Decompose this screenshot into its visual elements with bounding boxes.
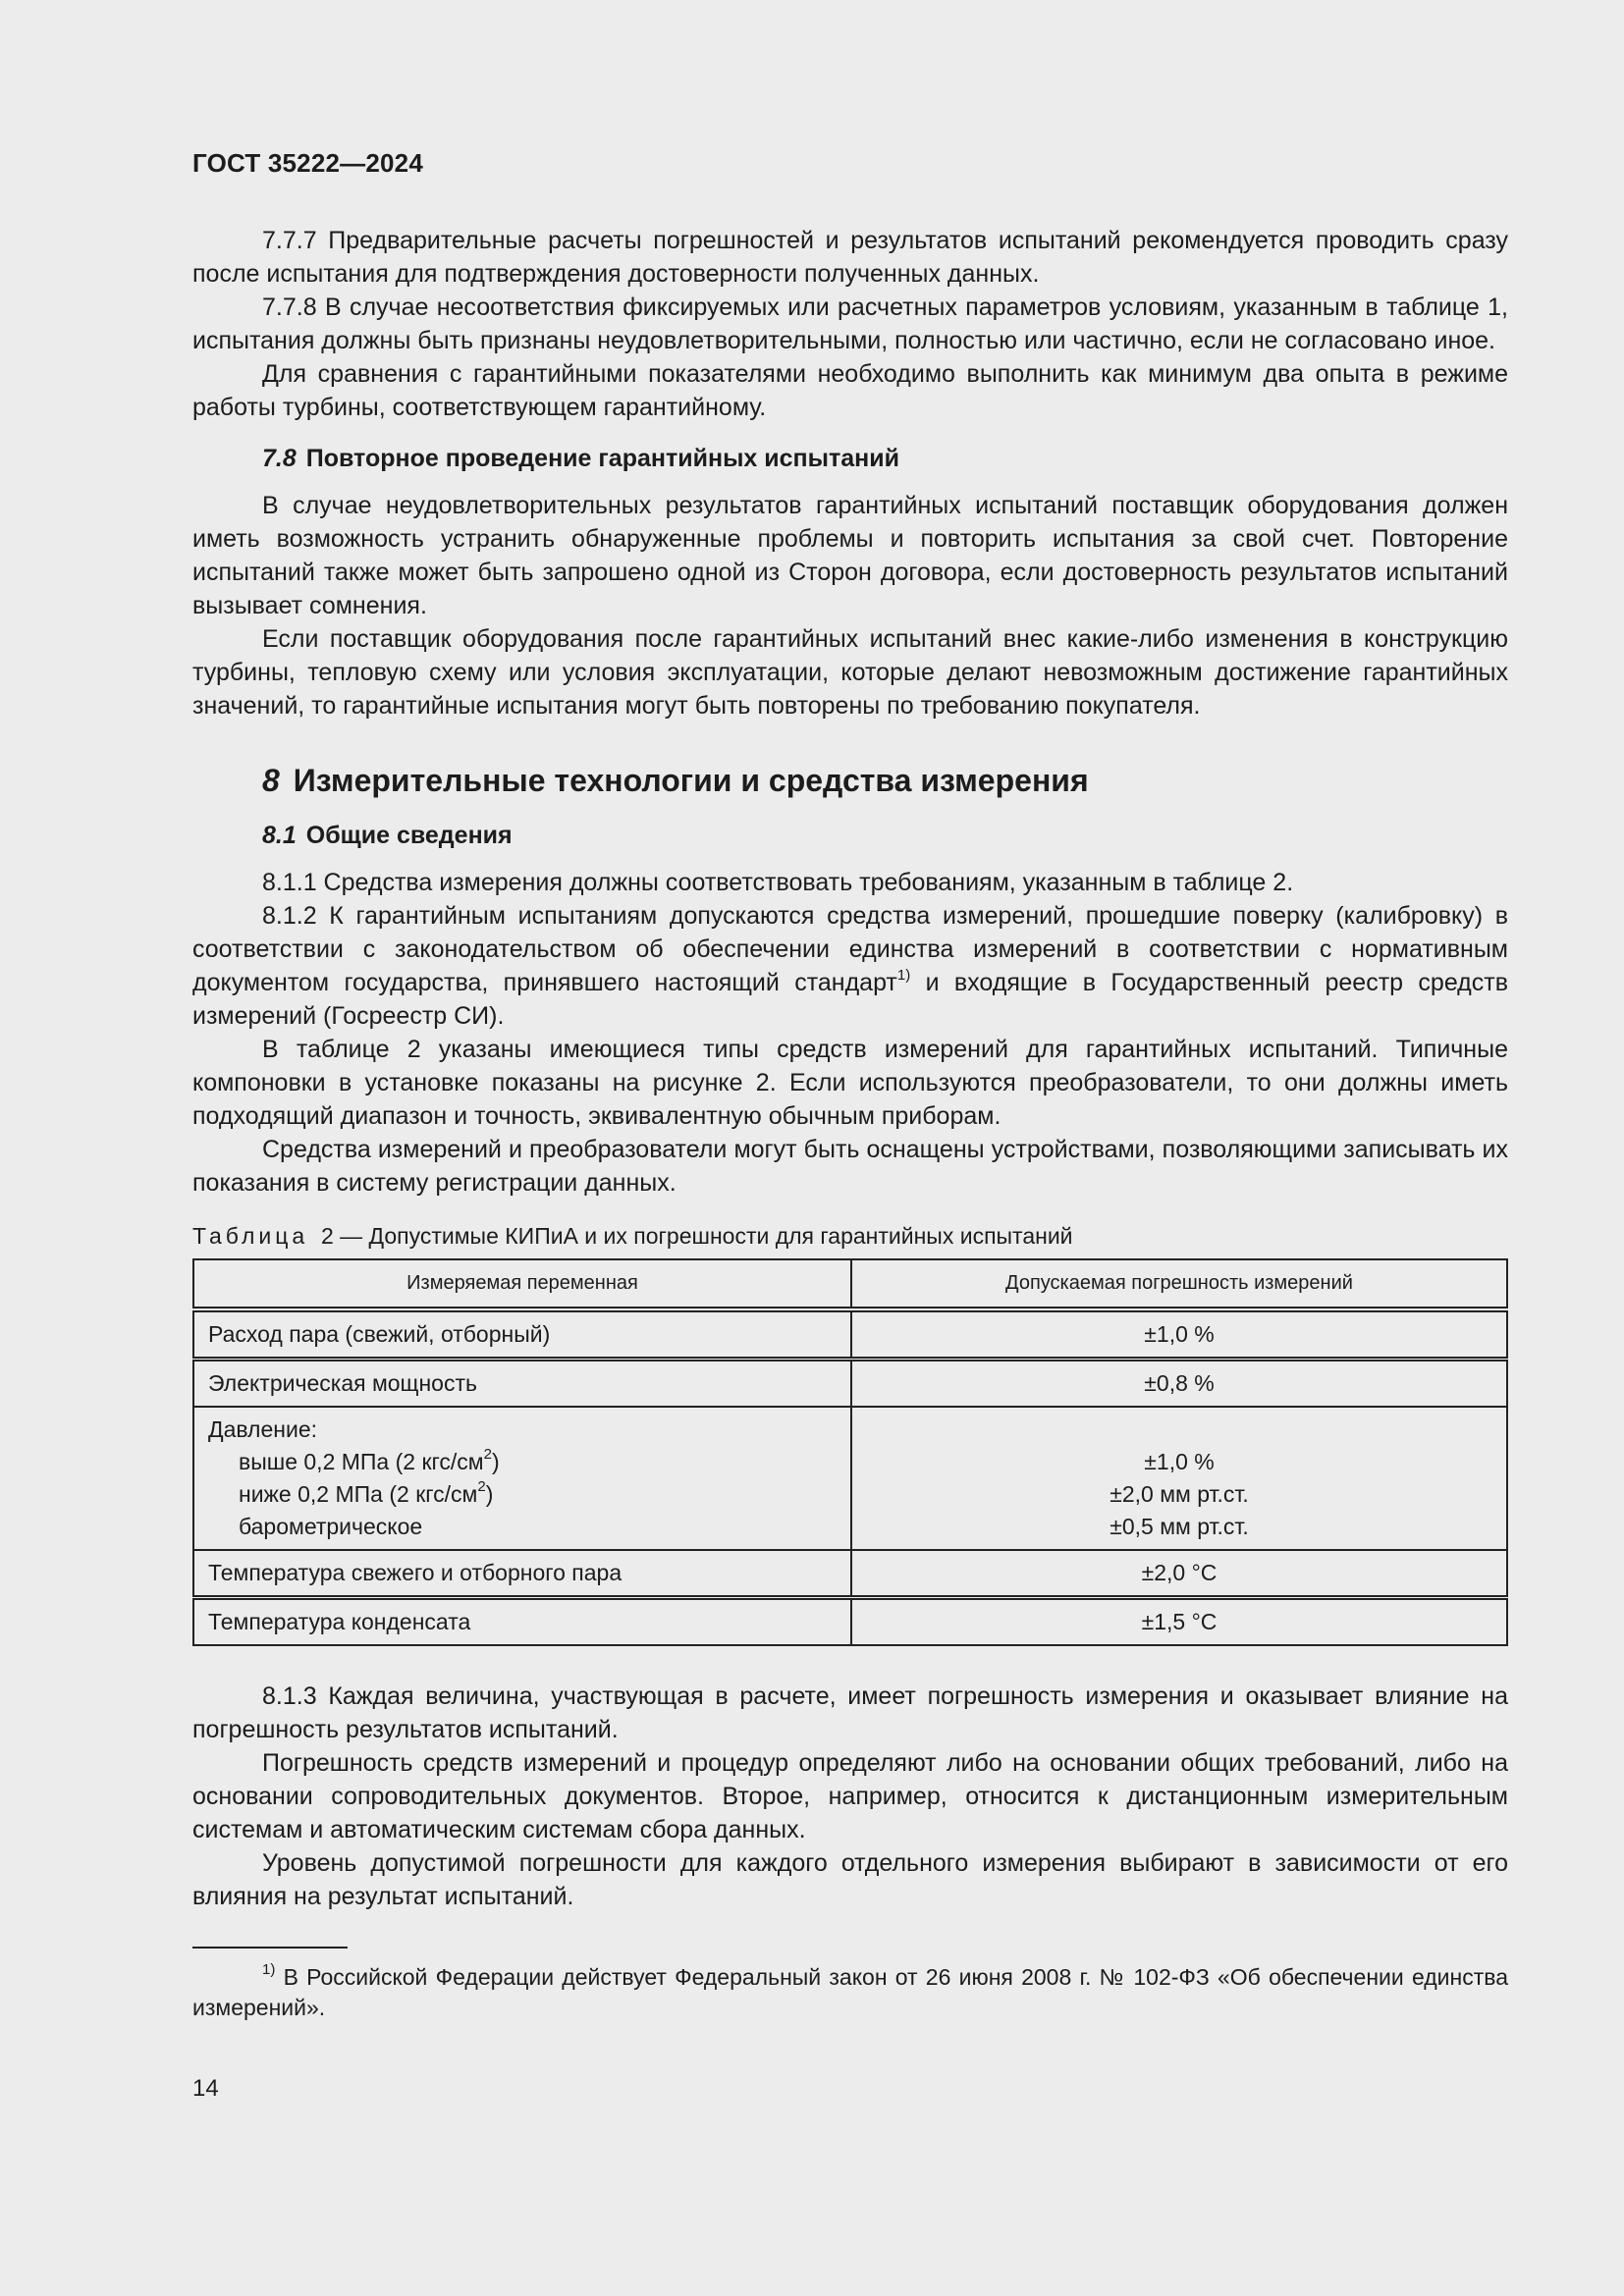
section-8-heading xyxy=(192,760,1508,801)
table-row xyxy=(193,1550,1507,1598)
superscript: 2 xyxy=(477,1478,486,1496)
cell-line xyxy=(866,1414,1492,1446)
paragraph-7-7-7: 7.7.7 Предварительные расчеты погрешностей и результатов испытаний рекомендуется проводить сразу после испытания для подтверждения достоверности полученных данных. xyxy=(192,227,1508,288)
page-content xyxy=(192,224,1508,2023)
cell-text: выше 0,2 МПа (2 кгс/см xyxy=(239,1449,484,1474)
table-cell xyxy=(851,1407,1507,1550)
paragraph-transducers: Средства измерений и преобразователи могут быть оснащены устройствами, позволяющими записывать их показания в систему регистрации данных. xyxy=(192,1136,1508,1197)
paragraph-7-7-8: 7.7.8 В случае несоответствия фиксируемых или расчетных параметров условиям, указанным в таблице 1, испытания должны быть признаны неудовлетворительными, полностью или частично, если не согласовано иное. xyxy=(192,294,1508,354)
table-row xyxy=(193,1407,1507,1550)
footnote-mark: 1) xyxy=(262,1961,276,1979)
table-cell: Температура конденсата xyxy=(193,1598,851,1646)
section-8-1-heading xyxy=(192,819,1508,852)
section-title: Повторное проведение гарантийных испытаний xyxy=(305,445,899,472)
measurement-table xyxy=(192,1258,1508,1646)
footnote xyxy=(192,1962,1508,2023)
cell-text: ) xyxy=(491,1449,500,1474)
table-cell: ±1,0 % xyxy=(851,1309,1507,1360)
paragraph-comparison: Для сравнения с гарантийными показателями необходимо выполнить как минимум два опыта в режиме работы турбины, соответствующем гарантийному. xyxy=(192,360,1508,421)
cell-line: ±0,5 мм рт.ст. xyxy=(1110,1514,1249,1539)
superscript: 2 xyxy=(483,1446,492,1464)
cell-text: ) xyxy=(485,1481,494,1507)
cell-line xyxy=(208,1446,837,1478)
paragraph-error-level: Уровень допустимой погрешности для каждого отдельного измерения выбирают в зависимости от его влияния на результат испытаний. xyxy=(192,1849,1508,1910)
table-caption-label: Таблица xyxy=(192,1223,309,1249)
post-table-text xyxy=(192,1680,1508,1913)
paragraph-table2-ref: В таблице 2 указаны имеющиеся типы средств измерений для гарантийных испытаний. Типичные компоновки в установке показаны на рисунке 2. Если используются преобразователи, то они должны иметь подходящий диапазон и точность, эквивалентную обычным приборам. xyxy=(192,1036,1508,1130)
section-title: Общие сведения xyxy=(305,822,513,849)
paragraph-7-8-1: В случае неудовлетворительных результатов гарантийных испытаний поставщик оборудования должен иметь возможность устранить обнаруженные проблемы и повторить испытания за свой счет. Повторение испытаний также может быть запрошено одной из Сторон договора, если достоверность результатов испытаний вызывает сомнения. xyxy=(192,492,1508,619)
cell-line: барометрическое xyxy=(239,1514,423,1539)
paragraph-8-1-3: 8.1.3 Каждая величина, участвующая в расчете, имеет погрешность измерения и оказывает влияние на погрешность результатов испытаний. xyxy=(192,1682,1508,1743)
paragraph-8-1-2 xyxy=(192,899,1508,1033)
cell-line: ±2,0 мм рт.ст. xyxy=(1110,1481,1249,1507)
paragraph-7-8-2: Если поставщик оборудования после гарантийных испытаний внес какие-либо изменения в конструкцию турбины, тепловую схему или условия эксплуатации, которые делают невозможным достижение гарантийных значений, то гарантийные испытания могут быть повторены по требованию покупателя. xyxy=(192,625,1508,720)
footnote-ref: 1) xyxy=(896,966,911,984)
table-caption xyxy=(192,1221,1508,1251)
table-row xyxy=(193,1309,1507,1360)
footnote-text: В Российской Федерации действует Федеральный закон от 26 июня 2008 г. № 102-ФЗ «Об обеспечении единства измерений». xyxy=(192,1964,1508,2020)
paragraph-8-1-1: 8.1.1 Средства измерения должны соответствовать требованиям, указанным в таблице 2. xyxy=(262,869,1294,896)
table-row xyxy=(193,1360,1507,1408)
table-cell: ±1,5 °С xyxy=(851,1598,1507,1646)
section-number: 8 xyxy=(262,763,280,798)
column-header: Измеряемая переменная xyxy=(193,1259,851,1309)
table-cell: ±2,0 °С xyxy=(851,1550,1507,1598)
table-caption-text: 2 — Допустимые КИПиА и их погрешности для гарантийных испытаний xyxy=(320,1223,1073,1249)
cell-line: ±1,0 % xyxy=(1144,1449,1215,1474)
paragraph-text: и входящие в Государственный реестр средств измерений (Госреестр СИ). xyxy=(192,969,1508,1030)
table-cell: Температура свежего и отборного пара xyxy=(193,1550,851,1598)
cell-text: ниже 0,2 МПа (2 кгс/см xyxy=(239,1481,478,1507)
paragraph-instrument-error: Погрешность средств измерений и процедур определяют либо на основании общих требований, либо на основании сопроводительных документов. Второе, например, относится к дистанционным измерительным системам и автоматическим системам сбора данных. xyxy=(192,1749,1508,1843)
column-header: Допускаемая погрешность измерений xyxy=(851,1259,1507,1309)
table-cell: Электрическая мощность xyxy=(193,1360,851,1408)
document-header: ГОСТ 35222—2024 xyxy=(192,148,423,178)
paragraph-text: 8.1.2 К гарантийным испытаниям допускаются средства измерений, прошедшие поверку (калибровку) в соответствии с законодательством об обеспечении единства измерений в соответствии с нормативным документом государства, принявшего настоящий стандарт xyxy=(192,902,1508,996)
cell-line: Давление: xyxy=(208,1416,318,1442)
table-cell: Расход пара (свежий, отборный) xyxy=(193,1309,851,1360)
cell-line xyxy=(208,1478,837,1511)
table-row xyxy=(193,1598,1507,1646)
footnote-divider xyxy=(192,1947,348,1949)
section-number: 7.8 xyxy=(262,445,297,472)
section-7-8-heading xyxy=(192,442,1508,475)
table-cell: ±0,8 % xyxy=(851,1360,1507,1408)
section-title: Измерительные технологии и средства измерения xyxy=(293,763,1089,798)
section-number: 8.1 xyxy=(262,822,297,849)
table-cell xyxy=(193,1407,851,1550)
page-number: 14 xyxy=(192,2075,219,2102)
table-header-row xyxy=(193,1259,1507,1309)
